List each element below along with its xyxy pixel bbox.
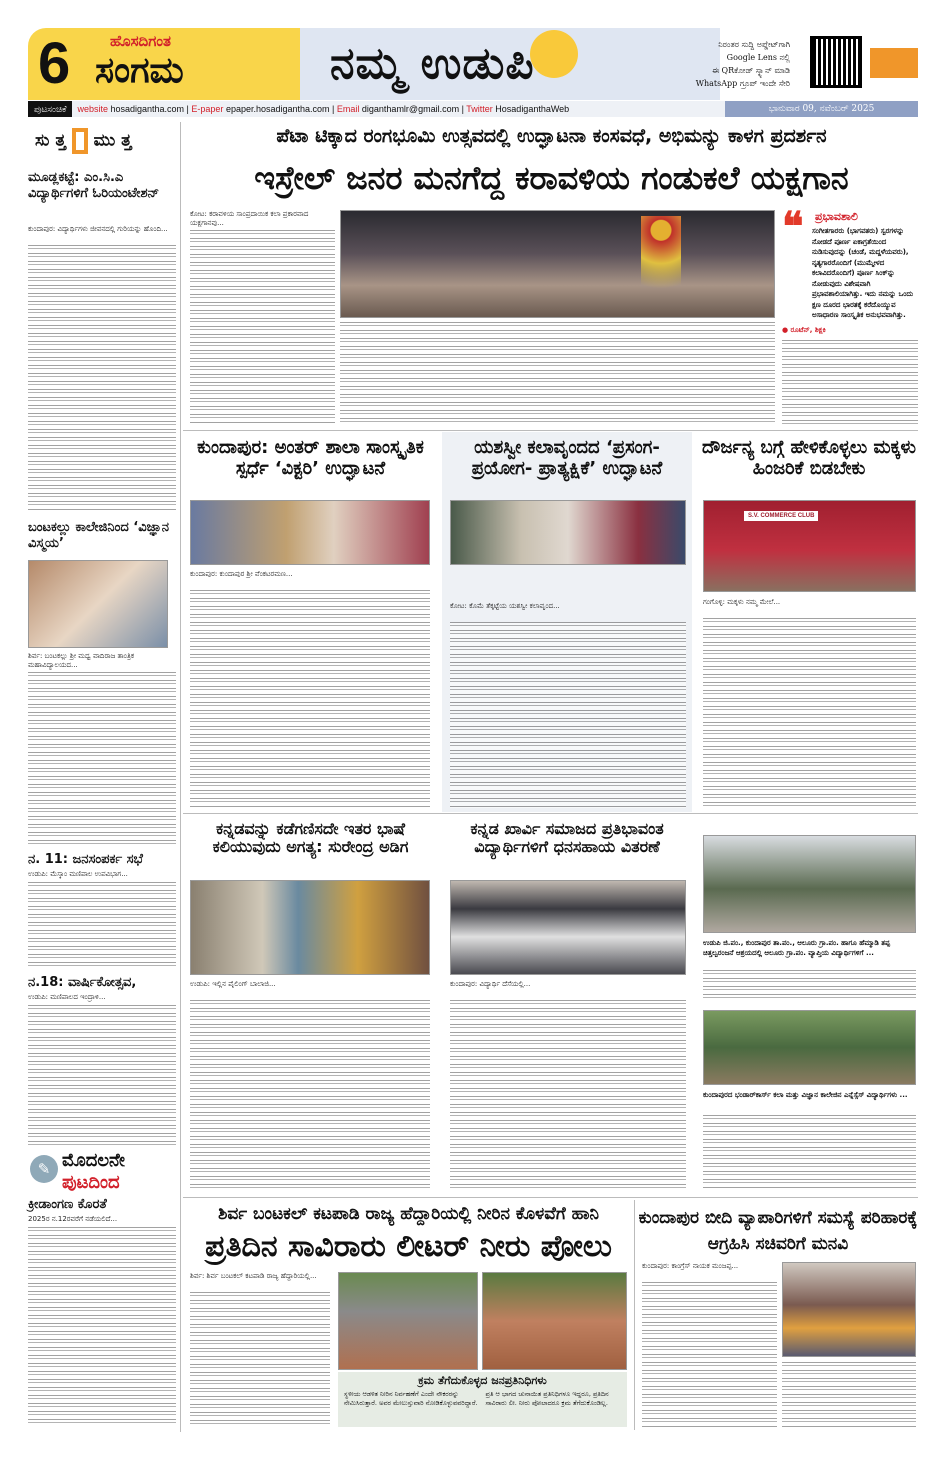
article-body <box>782 1362 916 1427</box>
section-name: ಸಂಗಮ <box>95 50 184 91</box>
bottom-story-kicker: ಶಿರ್ವ ಬಂಟಕಲ್ ಕಟಪಾಡಿ ರಾಜ್ಯ ಹೆದ್ದಾರಿಯಲ್ಲಿ ನೀರಿನ ಕೊಳವೆಗೆ ಹಾನಿ <box>218 1204 599 1224</box>
continued-label <box>62 1150 125 1194</box>
sidebar-headline: ಬಂಟಕಲ್ಲು ಕಾಲೇಜಿನಿಂದ ‘ವಿಜ್ಞಾನ ವಿಸ್ಮಯ’ <box>28 520 169 551</box>
author-name: ರೂಟೆನ್, ಶಿಕ್ಷಕಿ <box>790 326 826 334</box>
article-body <box>703 618 916 808</box>
sidebar-lead: 2025ರ ನ.12ರವರೆಗೆ ನಡೆಯಲಿದೆ... <box>28 1215 118 1223</box>
twitter-label: Twitter <box>466 104 493 114</box>
quote-text: ಸಂಗೀತಗಾರರು (ಭಾಗವತರು) ಸ್ವರಗಳನ್ನು ನೋಡದೆ ಪೂರ್ಣ ಏಕಾಗ್ರತೆಯಿಂದ ನುಡಿಸುವುದನ್ನು (ಚಂಡೆ, ಮದ್ದಳೆಯವರು), ನೃತ್ಯಗಾರರೊಂದಿಗೆ (ಮುಮ್ಮೇಳದ ಕಲಾವಿದರೊಂದಿಗೆ) ಪೂರ್ಣ ಸಿಂಕ್‌ನ್ನು ನೋಡುವುದು ವಿಶೇಷವಾಗಿ ಪ್ರಭಾವಶಾಲಿಯಾಗಿತ್ತು. ಇದು ನಮನ್ನು ಒಂದು ಕ್ಷಣ ದೂರದ ಭಾರತಕ್ಕೆ ಕರೆದೊಯ್ಯುವ ಅಸಾಧಾರಣ ಸಾಂಸ್ಕೃತಿಕ ಅನುಭವವಾಗಿತ್ತು. <box>812 227 914 319</box>
story-headline: ಕುಂದಾಪುರ: ಅಂತರ್ ಶಾಲಾ ಸಾಂಸ್ಕೃತಿಕ ಸ್ಪರ್ಧೆ ‘ವಿಕ್ಟರಿ’ ಉದ್ಘಾಟನೆ <box>197 437 424 479</box>
story-lead: ಕುಂದಾಪುರ: ವಿದ್ಯಾರ್ಥಿ ದೆಸೆಯಲ್ಲಿ... <box>450 980 531 988</box>
story-lead: ಉಡುಪಿ: ಇಲ್ಲಿನ ಪೈಲಿಂಗ್ ಬಾಲಾಜಿ... <box>190 980 276 988</box>
logo-text: ಸು ತ್ತ <box>35 130 66 151</box>
info-box-title: ಕ್ರಮ ತೆಗೆದುಕೊಳ್ಳದ ಜನಪ್ರತಿನಿಧಿಗಳು <box>418 1374 547 1387</box>
photo-banner: S.V. COMMERCE CLUB <box>744 511 818 521</box>
sun-graphic <box>530 30 578 78</box>
article-body <box>190 230 335 425</box>
sidebar-logo <box>35 128 132 154</box>
continued-line: ಮೊದಲನೇ <box>62 1150 125 1171</box>
story-photo <box>782 1262 916 1357</box>
sidebar-headline: ಕ್ರೀಡಾಂಗಣ ಕೊರತೆ <box>28 1197 107 1212</box>
email-link[interactable]: diganthamlr@gmail.com <box>361 104 460 114</box>
story-headline: ಯಶಸ್ವೀ ಕಲಾವೃಂದದ ‘ಪ್ರಸಂಗ-ಪ್ರಯೋಗ- ಪ್ರಾತ್ಯಕ್ಷಿಕೆ’ ಉದ್ಘಾಟನೆ <box>471 437 663 479</box>
story-lead: ಕುಂದಾಪುರ: ಕುಂದಾಪುರ ಶ್ರೀ ವೆಂಕಟರಮಣ... <box>190 570 293 578</box>
story-headline: ಕನ್ನಡ ಖಾರ್ವಿ ಸಮಾಜದ ಪ್ರತಿಭಾವಂತ ವಿದ್ಯಾರ್ಥಿಗಳಿಗೆ ಧನಸಹಾಯ ವಿತರಣೆ <box>470 819 664 857</box>
qr-line: ಈ QRಕೋಡ್ ಸ್ಕ್ಯಾನ್ ಮಾಡಿ <box>712 66 790 75</box>
bottom-story-headline: ಪ್ರತಿದಿನ ಸಾವಿರಾರು ಲೀಟರ್ ನೀರು ಪೋಲು <box>205 1229 612 1264</box>
photo-caption: ಕುಂದಾಪುರದ ಭಂಡಾರ್‌ಕಾರ್ಸ್ ಕಲಾ ಮತ್ತು ವಿಜ್ಞಾನ ಕಾಲೇಜಿನ ಎನ್ನೆಸ್ಸೆಸ್ ವಿದ್ಯಾರ್ಥಿಗಳು ... <box>703 1091 908 1099</box>
story-photo <box>190 880 430 975</box>
story-lead: ಗಂಗೊಳ್ಳಿ: ಮಕ್ಕಳು ನಮ್ಮ ಮೇಲೆ... <box>703 598 781 606</box>
quote-author: ● ರೂಟೆನ್, ಶಿಕ್ಷಕಿ <box>782 326 826 334</box>
article-body <box>190 1292 330 1427</box>
sidebar-lead: ಉಡುಪಿ: ಮೆಸ್ಕಾಂ ಮಣಿಪಾಲ ಉಪವಿಭಾಗ... <box>28 870 128 878</box>
story-headline: ಕನ್ನಡವನ್ನು ಕಡೆಗಣಿಸದೇ ಇತರ ಭಾಷೆ ಕಲಿಯುವುದು ಅಗತ್ಯ: ಸುರೇಂದ್ರ ಅಡಿಗ <box>212 819 409 857</box>
caption-photo <box>703 835 916 933</box>
sidebar-lead: ಕುಂದಾಪುರ: ವಿದ್ಯಾರ್ಥಿಗಳು ಜೀವನದಲ್ಲಿ ಗುರಿಯನ್ನು ಹೊಂದಿ... <box>28 225 168 233</box>
qr-code[interactable] <box>810 36 862 88</box>
page-number: 6 <box>38 31 71 96</box>
window-icon <box>72 128 88 154</box>
story-photo <box>450 500 686 565</box>
article-body <box>28 672 176 847</box>
bottom-right-lead: ಕುಂದಾಪುರ: ಕಾಂಗ್ರೆಸ್ ನಾಯಕ ಮಂಜಪ್ಪ... <box>642 1262 739 1270</box>
qr-line: ನಿರಂತರ ಸುದ್ದಿ ಅಪ್ಡೇಟ್‌ಗಾಗಿ <box>718 40 790 49</box>
orange-block <box>870 48 918 78</box>
top-story-headline: ಇಸ್ರೇಲ್ ಜನರ ಮನಗೆದ್ದ ಕರಾವಳಿಯ ಗಂಡುಕಲೆ ಯಕ್ಷಗಾನ <box>254 159 849 197</box>
info-box-text: ಸ್ಥಳೀಯ ಆಡಳಿತ ನೀರಿನ ನಿರ್ವಹಣೆಗೆ ಎಂದೇ ನೌಕರರನ್ನು ನೇಮಿಸಿರುತ್ತಾರೆ. ಅವರ ಮೇಲುಸ್ತುವಾರಿ ನೋಡಿಕೊಳ್ಳುವವರಿದ್ದಾರೆ. <box>344 1389 478 1407</box>
sidebar-headline: ನ. 11: ಜನಸಂಪರ್ಕ ಸಭೆ <box>28 852 143 867</box>
article-body <box>190 590 430 808</box>
divider <box>183 1197 918 1198</box>
bottom-right-headline: ಕುಂದಾಪುರ ಬೀದಿ ವ್ಯಾಪಾರಿಗಳಿಗೆ ಸಮಸ್ಯೆ ಪರಿಹಾರಕ್ಕೆ ಆಗ್ರಹಿಸಿ ಸಚಿವರಿಗೆ ಮನವಿ <box>638 1208 918 1254</box>
divider <box>183 430 918 431</box>
article-body <box>782 340 918 425</box>
story-headline: ದೌರ್ಜನ್ಯ ಬಗ್ಗೆ ಹೇಳಿಕೊಳ್ಳಲು ಮಕ್ಕಳು ಹಿಂಜರಿಕೆ ಬಿಡಬೇಕು <box>702 437 916 479</box>
column-divider <box>634 1200 635 1430</box>
article-photo <box>28 560 168 648</box>
quote-icon: ❝ <box>782 203 804 250</box>
article-body <box>28 882 176 967</box>
photo-caption: ಉಡುಪಿ ಜಿ.ಪಂ., ಕುಂದಾಪುರ ತಾ.ಪಂ., ಆಲೂರು ಗ್ರಾ.ಪಂ. ಹಾಗೂ ಹೆಮ್ಮಾಡಿ ತಪ್ಪ ಚಿತ್ತಲ್ವರಂಜನೆ ಆಶ್ರಯದಲ್ಲಿ ಆಲೂರು ಗ್ರಾ.ಪಂ. ವ್ಯಾಪ್ತಿಯ ವಿದ್ಯಾರ್ಥಿಗಳಿಗೆ ... <box>703 939 890 957</box>
story-photo <box>703 500 916 592</box>
pipe-leak-photo <box>482 1272 627 1370</box>
story-photo <box>190 500 430 565</box>
sidebar-headline: ಮೂಡ್ಲಕಟ್ಟೆ: ಎಂ.ಸಿ.ಎ ವಿದ್ಯಾರ್ಥಿಗಳಿಗೆ ಓರಿಯಂಟೇಶನ್ <box>28 170 160 201</box>
issue-date: ಭಾನುವಾರ 09, ನವೆಂಬರ್ 2025 <box>725 101 918 117</box>
pipe-leak-photo <box>338 1272 478 1370</box>
column-divider <box>180 122 181 1432</box>
twitter-link[interactable]: HosadiganthaWeb <box>495 104 570 114</box>
article-body <box>642 1282 777 1427</box>
article-body <box>28 1005 176 1145</box>
top-story-lead: ಕೋಟ: ಕರಾವಳಿಯ ಸಾಂಪ್ರದಾಯಿಕ ಕಲಾ ಪ್ರಕಾರವಾದ ಯಕ್ಷಗಾನವು... <box>190 210 309 227</box>
bottom-story-lead: ಶಿರ್ವ: ಶಿರ್ವ ಬಂಟಕಲ್ ಕಟಪಾಡಿ ರಾಜ್ಯ ಹೆದ್ದಾರಿಯಲ್ಲಿ... <box>190 1272 317 1280</box>
brand-logo: ಹೊಸದಿಗಂತ <box>110 32 171 50</box>
story-photo <box>450 880 686 975</box>
info-box-text: ಪ್ರತಿ ಆ ಭಾಗದ ಚುನಾಯಿತ ಪ್ರತಿನಿಧಿಗಳೂ ಇದ್ದರೂ, ಪ್ರತಿದಿನ ಸಾವಿರಾರು ಲೀ. ನೀರು ಪೋಲಾದರೂ ಕ್ರಮ ತೆಗೆದುಕೊಂಡಿಲ್ಲ. <box>485 1389 609 1407</box>
top-story-kicker: ಪೆಟಾ ಟಿಕ್ಕಾದ ರಂಗಭೂಮಿ ಉತ್ಸವದಲ್ಲಿ ಉದ್ಘಾಟನಾ ಕಂಸವಧೆ, ಅಭಿಮನ್ಯು ಕಾಳಗ ಪ್ರದರ್ಶನ <box>276 125 827 147</box>
website-label: website <box>77 104 108 114</box>
website-link[interactable]: hosadigantha.com <box>110 104 185 114</box>
epaper-link[interactable]: epaper.hosadigantha.com <box>225 104 330 114</box>
article-body <box>450 1000 686 1190</box>
info-strip: ಪುಟಸಂಚಿಕೆ website hosadigantha.com | E-paper epaper.hosadigantha.com | Email diganthamlr@gmail.com | Twitter HosadiganthaWeb <box>28 101 918 117</box>
qr-line: WhatsApp ಗ್ರೂಪ್ ಇಂದೇ ಸೇರಿ <box>695 79 790 88</box>
info-box <box>338 1372 627 1427</box>
page-title: ನಮ್ಮ ಉಡುಪಿ <box>330 38 535 89</box>
sidebar-lead: ಶಿರ್ವ: ಬಂಟಕಲ್ಲು ಶ್ರೀ ಮಧ್ವ ವಾದಿರಾಜ ತಾಂತ್ರಿಕ ಮಹಾವಿದ್ಯಾಲಯದ... <box>28 652 134 669</box>
email-label: Email <box>336 104 360 114</box>
continued-line: ಪುಟದಿಂದ <box>62 1172 120 1193</box>
qr-line: Google Lens ನಲ್ಲಿ <box>726 53 790 62</box>
qr-instructions <box>640 38 790 90</box>
article-body <box>190 1000 430 1190</box>
divider <box>183 813 918 814</box>
epaper-label: E-paper <box>191 104 224 114</box>
quote-title: ಪ್ರಭಾವಶಾಲಿ <box>815 210 858 223</box>
article-body <box>340 322 775 425</box>
article-body <box>28 245 176 510</box>
article-body <box>703 970 916 1000</box>
strip-label: ಪುಟಸಂಚಿಕೆ <box>28 101 72 117</box>
sidebar-lead: ಉಡುಪಿ: ಮಣಿಪಾಲದ ಇಂದ್ರಾಳಿ... <box>28 993 106 1001</box>
article-body <box>28 1227 176 1427</box>
sidebar-headline: ನ.18: ವಾರ್ಷಿಕೋತ್ಸವ, <box>28 975 137 990</box>
article-body <box>703 1115 916 1190</box>
caption-photo <box>703 1010 916 1085</box>
yakshagana-photo <box>340 210 775 318</box>
article-body <box>450 622 686 808</box>
logo-text: ಮು ತ್ತ <box>93 130 132 151</box>
story-lead: ಕೋಟ: ಕೊಮೆ ತೆಕ್ಕಟ್ಟೆಯ ಯಶಸ್ವೀ ಕಲಾವೃಂದ... <box>450 602 560 610</box>
pencil-icon: ✎ <box>30 1155 58 1183</box>
